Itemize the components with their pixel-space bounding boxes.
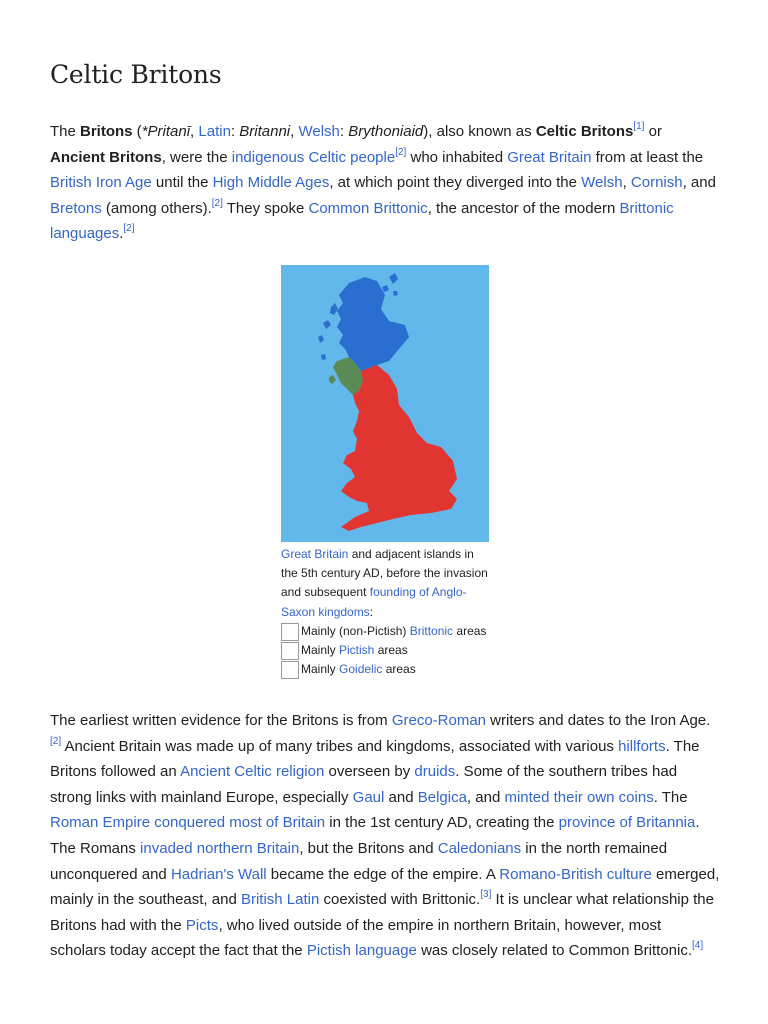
text: in the 1st century AD, creating the bbox=[325, 814, 559, 832]
text: . bbox=[119, 225, 124, 243]
text: ( bbox=[132, 123, 142, 140]
link-pictish[interactable]: Pictish bbox=[339, 643, 375, 658]
italic-text: *Pritanī bbox=[141, 123, 191, 140]
link-welsh[interactable]: Welsh bbox=[298, 123, 340, 140]
map-caption bbox=[281, 545, 489, 679]
legend-swatch bbox=[281, 661, 299, 679]
text: areas bbox=[374, 643, 408, 658]
text: (among others). bbox=[101, 199, 212, 217]
text: ), also known as bbox=[423, 123, 536, 140]
text: Mainly (non-Pictish) bbox=[301, 623, 410, 638]
legend-item-brittonic bbox=[281, 622, 489, 641]
legend-label bbox=[301, 622, 486, 641]
link-belgica[interactable]: Belgica bbox=[417, 788, 467, 806]
link-high-middle-ages[interactable]: High Middle Ages bbox=[212, 174, 330, 192]
text: , the ancestor of the modern bbox=[427, 199, 620, 217]
text: , and bbox=[466, 788, 505, 806]
link-british-latin[interactable]: British Latin bbox=[240, 891, 320, 909]
text: : bbox=[230, 123, 240, 140]
bold-text: Britons bbox=[80, 123, 133, 140]
link-common-brittonic[interactable]: Common Brittonic bbox=[308, 199, 428, 217]
text: who inhabited bbox=[406, 148, 508, 166]
italic-text: Britanni bbox=[239, 123, 291, 140]
map-image[interactable] bbox=[281, 265, 489, 542]
text: , at which point they diverged into the bbox=[329, 174, 582, 192]
link-greco-roman[interactable]: Greco-Roman bbox=[391, 712, 487, 729]
text: The bbox=[50, 123, 81, 140]
reference-link[interactable]: [4] bbox=[692, 940, 704, 952]
link-romano-british-culture[interactable]: Romano-British culture bbox=[499, 865, 652, 883]
text: They spoke bbox=[222, 199, 309, 217]
text: overseen by bbox=[324, 763, 415, 781]
link-minted-coins[interactable]: minted their own coins bbox=[504, 788, 654, 806]
legend-swatch bbox=[281, 623, 299, 641]
text: The earliest written evidence for the Britons is from bbox=[50, 712, 392, 729]
text: areas bbox=[453, 623, 487, 638]
link-great-britain[interactable]: Great Britain bbox=[507, 148, 592, 166]
link-picts[interactable]: Picts bbox=[185, 916, 219, 934]
link-gaul[interactable]: Gaul bbox=[352, 788, 385, 806]
text: from at least the bbox=[591, 148, 704, 166]
legend-item-goidelic bbox=[281, 660, 489, 679]
link-british-iron-age[interactable]: British Iron Age bbox=[50, 174, 152, 192]
link-invaded-northern-britain[interactable]: invaded northern Britain bbox=[140, 839, 300, 857]
link-indigenous-celtic-people[interactable]: indigenous Celtic people bbox=[231, 148, 396, 166]
link-brittonic[interactable]: Brittonic bbox=[409, 623, 454, 638]
link-founding-anglo-saxon-kingdoms[interactable]: founding of Anglo-Saxon kingdoms bbox=[281, 585, 467, 619]
reference-link[interactable]: [1] bbox=[633, 121, 645, 132]
caption-text bbox=[281, 545, 489, 622]
text: . The Britons followed an bbox=[50, 737, 700, 781]
reference-link[interactable]: [2] bbox=[123, 223, 135, 235]
link-hadrians-wall[interactable]: Hadrian's Wall bbox=[170, 865, 267, 883]
text: Ancient Britain was made up of many tribes and kingdoms, associated with various bbox=[61, 737, 619, 755]
text: , but the Britons and bbox=[299, 839, 438, 857]
history-paragraph bbox=[50, 708, 720, 964]
bold-text: Ancient Britons bbox=[50, 148, 162, 166]
text: . The bbox=[653, 788, 688, 806]
reference-link[interactable]: [3] bbox=[480, 889, 492, 901]
link-pictish-language[interactable]: Pictish language bbox=[306, 942, 417, 960]
link-welsh-people[interactable]: Welsh bbox=[581, 174, 623, 192]
link-caledonians[interactable]: Caledonians bbox=[437, 839, 522, 857]
reference-link[interactable]: [2] bbox=[211, 197, 223, 209]
reference-link[interactable]: [2] bbox=[395, 146, 407, 158]
link-roman-conquest[interactable]: Roman Empire conquered most of Britain bbox=[50, 814, 326, 832]
text: became the edge of the empire. A bbox=[266, 865, 500, 883]
text: coexisted with Brittonic. bbox=[319, 891, 481, 909]
link-hillforts[interactable]: hillforts bbox=[618, 737, 666, 755]
text: in the north remained unconquered and bbox=[50, 839, 668, 883]
text: or bbox=[644, 123, 662, 140]
text: , bbox=[190, 123, 199, 140]
reference-link[interactable]: [2] bbox=[50, 735, 62, 747]
text: , bbox=[622, 174, 631, 192]
text: It is unclear what relationship the Britons had with the bbox=[50, 891, 714, 934]
link-ancient-celtic-religion[interactable]: Ancient Celtic religion bbox=[180, 763, 325, 781]
text: : bbox=[339, 123, 349, 140]
text: Mainly bbox=[301, 643, 340, 658]
text: writers and dates to the Iron Age. bbox=[486, 712, 711, 729]
text: , and bbox=[682, 174, 716, 192]
page-title: Celtic Britons bbox=[50, 60, 222, 89]
text: until the bbox=[151, 174, 213, 192]
bold-text: Celtic Britons bbox=[535, 123, 634, 140]
text: . Some of the southern tribes had strong links with mainland Europe, especially bbox=[50, 763, 678, 806]
legend-label bbox=[301, 660, 416, 679]
text: emerged, mainly in the southeast, and bbox=[50, 865, 720, 909]
text: Mainly bbox=[301, 662, 340, 677]
link-bretons[interactable]: Bretons bbox=[50, 199, 102, 217]
text: and adjacent islands in the 5th century AD, before the invasion and subsequent bbox=[281, 547, 488, 600]
legend-swatch bbox=[281, 642, 299, 660]
legend-label bbox=[301, 641, 408, 660]
text: : bbox=[369, 604, 374, 619]
link-druids[interactable]: druids bbox=[414, 763, 456, 781]
text: was closely related to Common Brittonic. bbox=[416, 942, 693, 960]
legend-item-pictish bbox=[281, 641, 489, 660]
text: , were the bbox=[161, 148, 232, 166]
text: , who lived outside of the empire in northern Britain, however, most scholars today accept the fact that the bbox=[50, 916, 662, 960]
link-brittonic-languages[interactable]: Brittonic languages bbox=[50, 199, 674, 243]
link-province-of-britannia[interactable]: province of Britannia bbox=[558, 814, 696, 832]
text: areas bbox=[382, 662, 416, 677]
link-latin[interactable]: Latin bbox=[198, 123, 231, 140]
link-great-britain[interactable]: Great Britain bbox=[281, 547, 349, 561]
intro-paragraph bbox=[50, 119, 720, 247]
link-cornish[interactable]: Cornish bbox=[630, 174, 683, 192]
map-figure bbox=[281, 265, 489, 679]
text: . The Romans bbox=[50, 814, 700, 857]
link-goidelic[interactable]: Goidelic bbox=[339, 662, 383, 677]
text: and bbox=[384, 788, 418, 806]
italic-text: Brythoniaid bbox=[348, 123, 424, 140]
text: , bbox=[290, 123, 299, 140]
